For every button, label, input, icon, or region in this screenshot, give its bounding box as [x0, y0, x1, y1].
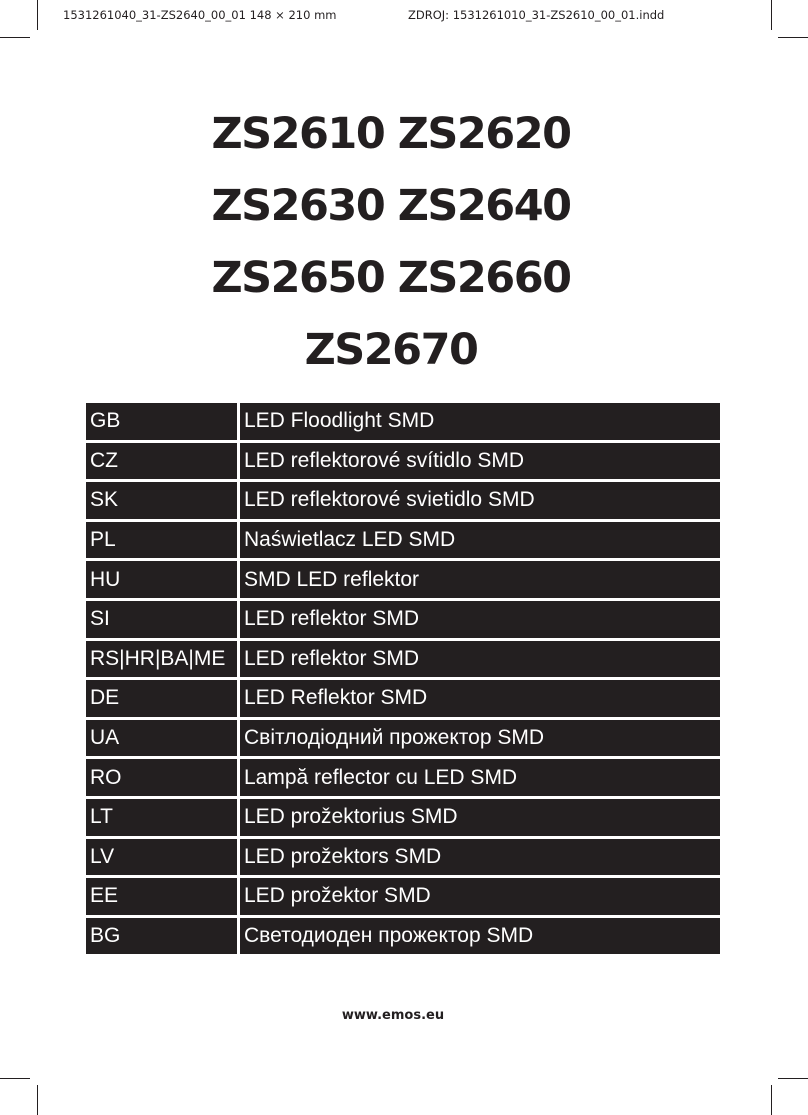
crop-mark-top-right: [771, 0, 772, 30]
product-name: Светодиоден прожектор SMD: [240, 918, 720, 955]
language-code: RS|HR|BA|ME: [86, 641, 237, 678]
product-name: Світлодіодний прожектор SMD: [240, 720, 720, 757]
crop-mark-bottom-right-h: [778, 1078, 808, 1079]
language-code: RO: [86, 759, 237, 796]
file-slug-right: ZDROJ: 1531261010_31-ZS2610_00_01.indd: [408, 8, 665, 22]
product-name: LED prožektorius SMD: [240, 799, 720, 836]
product-name: LED reflektorové svietidlo SMD: [240, 482, 720, 519]
model-line: ZS2670: [304, 325, 478, 375]
product-name: LED reflektor SMD: [240, 601, 720, 638]
language-code: SK: [86, 482, 237, 519]
table-row: [86, 561, 720, 598]
table-row: [86, 443, 720, 480]
product-name: Naświetlacz LED SMD: [240, 522, 720, 559]
language-code: BG: [86, 918, 237, 955]
product-name: Lampă reflector cu LED SMD: [240, 759, 720, 796]
crop-mark-top-right-h: [778, 37, 808, 38]
table-row: [86, 680, 720, 717]
website-link[interactable]: www.emos.eu: [341, 1008, 445, 1023]
language-table: [86, 403, 720, 957]
product-name: LED prožektors SMD: [240, 839, 720, 876]
table-row: [86, 720, 720, 757]
product-name: LED prožektor SMD: [240, 878, 720, 915]
crop-mark-bottom-left-h: [0, 1078, 30, 1079]
model-line: ZS2630 ZS2640: [211, 181, 571, 231]
model-line: ZS2610 ZS2620: [211, 109, 571, 159]
product-name: LED Reflektor SMD: [240, 680, 720, 717]
language-code: UA: [86, 720, 237, 757]
product-name: SMD LED reflektor: [240, 561, 720, 598]
product-name: LED Floodlight SMD: [240, 403, 720, 440]
table-row: [86, 878, 720, 915]
crop-mark-top-left: [37, 0, 38, 30]
table-row: [86, 601, 720, 638]
table-row: [86, 918, 720, 955]
table-row: [86, 522, 720, 559]
table-row: [86, 403, 720, 440]
language-code: LV: [86, 839, 237, 876]
language-code: SI: [86, 601, 237, 638]
table-row: [86, 482, 720, 519]
language-code: LT: [86, 799, 237, 836]
table-row: [86, 641, 720, 678]
model-title-block: [0, 98, 782, 386]
model-line: ZS2650 ZS2660: [211, 253, 571, 303]
language-code: HU: [86, 561, 237, 598]
table-row: [86, 839, 720, 876]
table-row: [86, 759, 720, 796]
crop-mark-top-left-h: [0, 37, 30, 38]
product-name: LED reflektorové svítidlo SMD: [240, 443, 720, 480]
crop-mark-bottom-left: [37, 1085, 38, 1115]
language-code: EE: [86, 878, 237, 915]
language-code: DE: [86, 680, 237, 717]
table-row: [86, 799, 720, 836]
language-code: GB: [86, 403, 237, 440]
language-code: CZ: [86, 443, 237, 480]
product-name: LED reflektor SMD: [240, 641, 720, 678]
language-code: PL: [86, 522, 237, 559]
file-slug-left: 1531261040_31-ZS2640_00_01 148 × 210 mm: [63, 8, 337, 22]
crop-mark-bottom-right: [771, 1085, 772, 1115]
